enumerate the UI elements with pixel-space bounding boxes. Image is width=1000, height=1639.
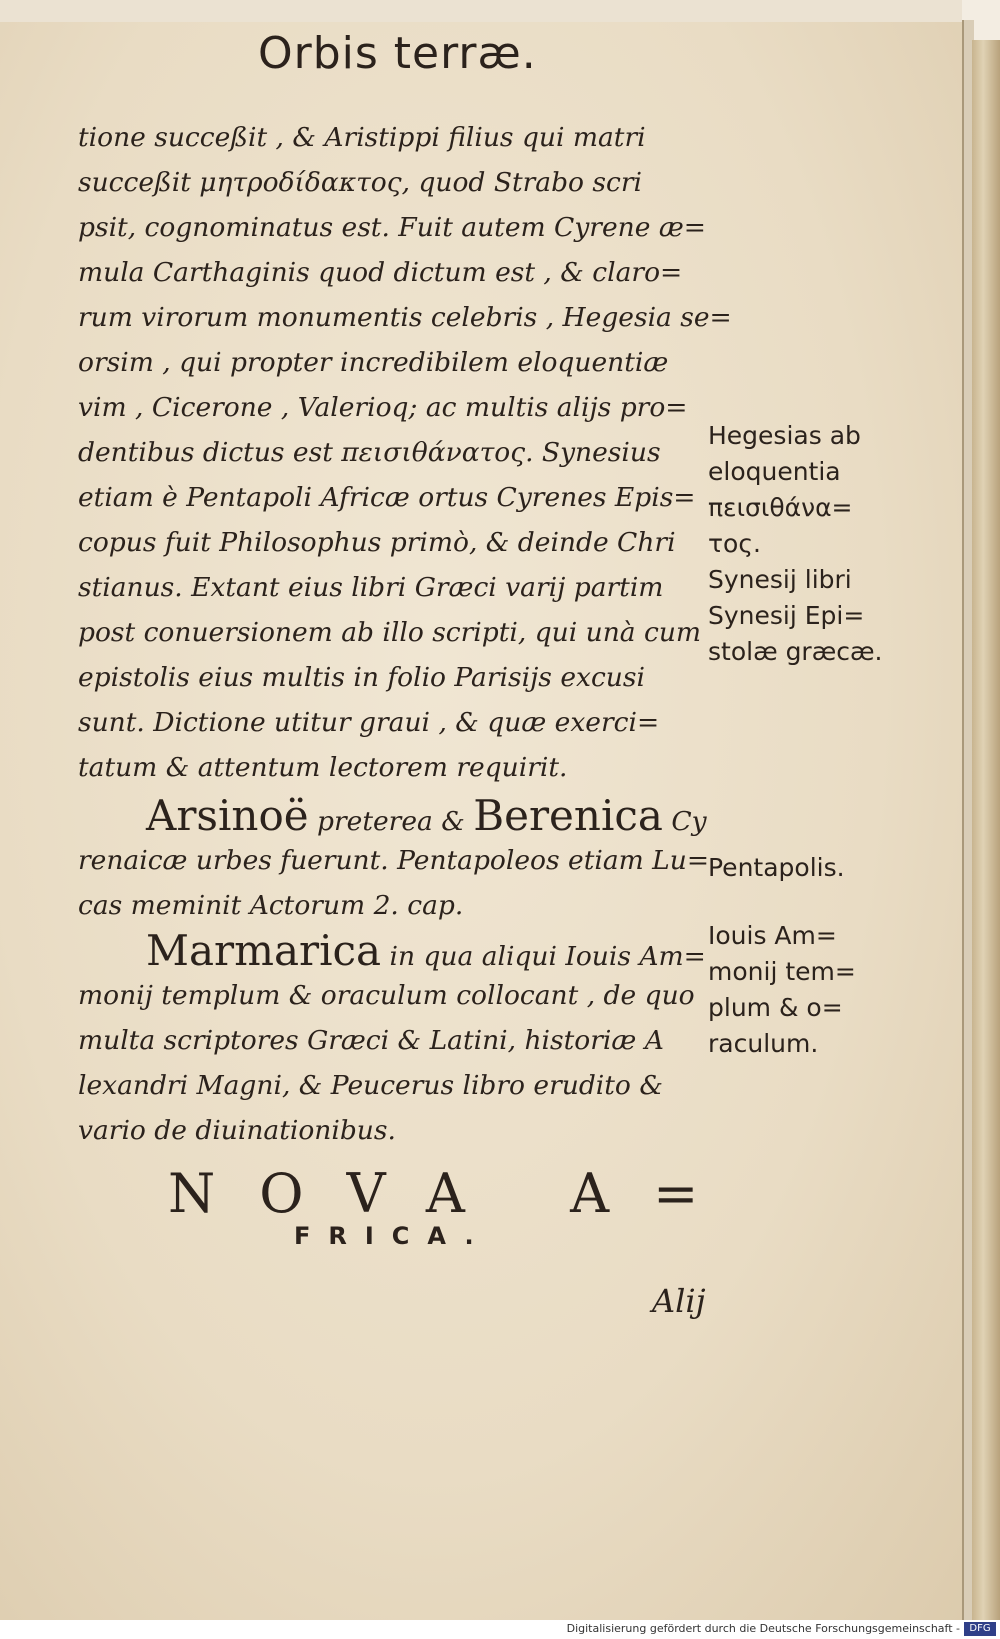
lead-word: Marmarica [146, 926, 382, 975]
margin-spacer [708, 886, 898, 918]
text-line: rum virorum monumentis celebris , Hegesia se= [78, 302, 732, 333]
margin-note-line: πεισιθάνα= [708, 493, 853, 522]
paragraph-marmarica-first-line [78, 928, 718, 973]
running-head: Orbis terræ. [258, 28, 537, 79]
text-fragment: preterea & [308, 806, 474, 837]
text-line: mula Carthaginis quod dictum est , & claro= [78, 257, 683, 288]
lead-word: Arsinoë [146, 791, 309, 840]
margin-spacer [708, 670, 898, 850]
book-fore-edge [972, 40, 1000, 1620]
margin-note-line: monij tem= [708, 957, 856, 986]
margin-note-line: Pentapolis. [708, 853, 845, 882]
text-line: post conuersionem ab illo scripti, qui unà cum [78, 617, 702, 648]
section-heading-continuation: FRICA. [294, 1222, 492, 1250]
text-line: multa scriptores Græci & Latini, historiæ A [78, 1025, 664, 1056]
text-fragment: Cy [662, 806, 707, 837]
margin-note-line: Synesij Epi= [708, 601, 865, 630]
text-line: stianus. Extant eius libri Græci varij partim [78, 572, 664, 603]
lead-word: Berenica [473, 791, 663, 840]
text-line: tatum & attentum lectorem requirit. [78, 752, 568, 783]
footer-credit-text: Digitalisierung gefördert durch die Deutsche Forschungsgemeinschaft - [566, 1622, 960, 1635]
text-line: vario de diuinationibus. [78, 1115, 396, 1146]
dfg-logo: DFG [964, 1622, 996, 1636]
digitization-footer [0, 1620, 1000, 1639]
margin-note-line: τος. [708, 529, 761, 558]
text-fragment: in qua aliqui Iouis Am= [381, 941, 706, 972]
text-line: epistolis eius multis in folio Parisijs excusi [78, 662, 645, 693]
text-line: tione succeßit , & Aristippi filius qui matri [78, 122, 646, 153]
main-text-block [78, 115, 732, 1153]
page-top-edge [0, 0, 962, 22]
paragraph-arsinoe-first-line [78, 793, 718, 838]
margin-notes [708, 418, 898, 1062]
text-line: renaicæ urbes fuerunt. Pentapoleos etiam Lu= [78, 845, 710, 876]
text-line: cas meminit Actorum 2. cap. [78, 890, 464, 921]
text-line: etiam è Pentapoli Africæ ortus Cyrenes Epis= [78, 482, 696, 513]
text-line: dentibus dictus est πεισιθάνατος. Synesius [78, 437, 661, 468]
text-line: copus fuit Philosophus primò, & deinde Chri [78, 527, 676, 558]
margin-note-line: raculum. [708, 1029, 819, 1058]
text-line: monij templum & oraculum collocant , de quo [78, 980, 695, 1011]
text-line: vim , Cicerone , Valerioq; ac multis alijs pro= [78, 392, 688, 423]
text-line: orsim , qui propter incredibilem eloquentiæ [78, 347, 669, 378]
margin-note-line: plum & o= [708, 993, 843, 1022]
margin-note-line: eloquentia [708, 457, 841, 486]
text-line: succeßit μητροδίδακτος, quod Strabo scri [78, 167, 643, 198]
margin-note-line: Synesij libri [708, 565, 852, 594]
margin-note-line: stolæ græcæ. [708, 637, 883, 666]
section-heading: NOVA A= [168, 1162, 743, 1225]
margin-note-line: Hegesias ab [708, 421, 861, 450]
text-line: lexandri Magni, & Peucerus libro erudito & [78, 1070, 663, 1101]
text-line: sunt. Dictione utitur graui , & quæ exerci= [78, 707, 660, 738]
text-line: psit, cognominatus est. Fuit autem Cyrene æ= [78, 212, 706, 243]
margin-note-line: Iouis Am= [708, 921, 837, 950]
catchword: Alij [652, 1282, 706, 1320]
